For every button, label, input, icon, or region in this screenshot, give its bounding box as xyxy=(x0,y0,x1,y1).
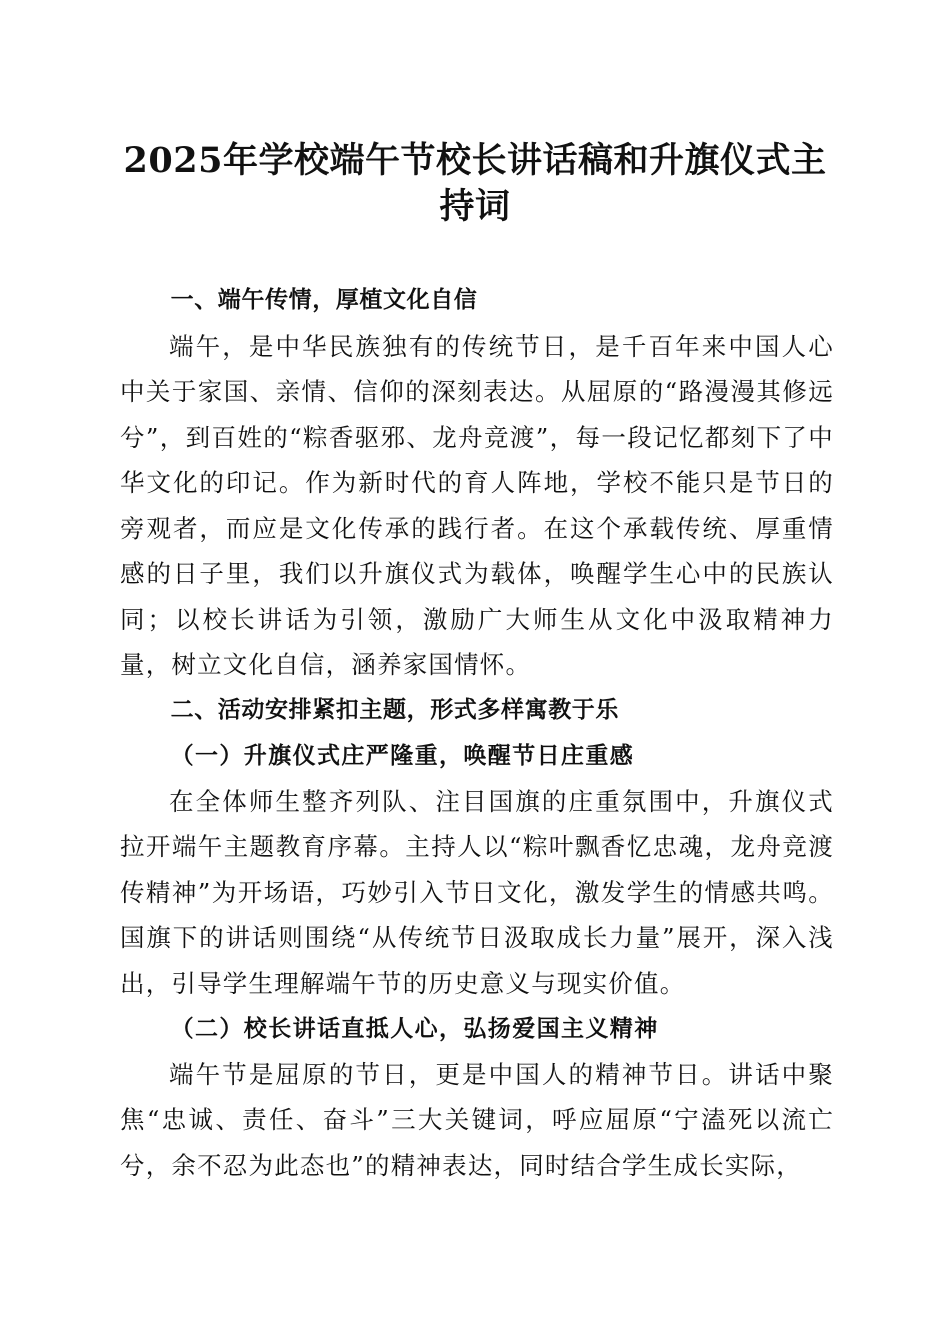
subsection-1-paragraph: 在全体师生整齐列队、注目国旗的庄重氛围中，升旗仪式拉开端午主题教育序幕。主持人以“粽叶飘香忆忠魂，龙舟竞渡传精神”为开场语，巧妙引入节日文化，激发学生的情感共鸣。国旗下的讲话则围绕“从传统节日汲取成长力量”展开，深入浅出，引导学生理解端午节的历史意义与现实价值。 xyxy=(120,786,834,998)
subsection-2-heading: （二）校长讲话直抵人心，弘扬爱国主义精神 xyxy=(170,1015,659,1042)
section-1-heading: 一、端午传情，厚植文化自信 xyxy=(170,287,478,313)
document-title: 2025年学校端午节校长讲话稿和升旗仪式主持词 xyxy=(123,140,827,227)
subsection-2-paragraph: 端午节是屈原的节日，更是中国人的精神节日。讲话中聚焦“忠诚、责任、奋斗”三大关键词，呼应屈原“宁溘死以流亡兮，余不忍为此态也”的精神表达，同时结合学生成长实际， xyxy=(120,1059,834,1180)
document-body xyxy=(120,278,834,1188)
section-1-paragraph: 端午，是中华民族独有的传统节日，是千百年来中国人心中关于家国、亲情、信仰的深刻表达。从屈原的“路漫漫其修远兮”，到百姓的“粽香驱邪、龙舟竞渡”，每一段记忆都刻下了中华文化的印记。作为新时代的育人阵地，学校不能只是节日的旁观者，而应是文化传承的践行者。在这个承载传统、厚重情感的日子里，我们以升旗仪式为载体，唤醒学生心中的民族认同；以校长讲话为引领，激励广大师生从文化中汲取精神力量，树立文化自信，涵养家国情怀。 xyxy=(120,331,834,679)
subsection-1-heading: （一）升旗仪式庄严隆重，唤醒节日庄重感 xyxy=(170,742,635,769)
section-2-heading: 二、活动安排紧扣主题，形式多样寓教于乐 xyxy=(170,696,619,723)
